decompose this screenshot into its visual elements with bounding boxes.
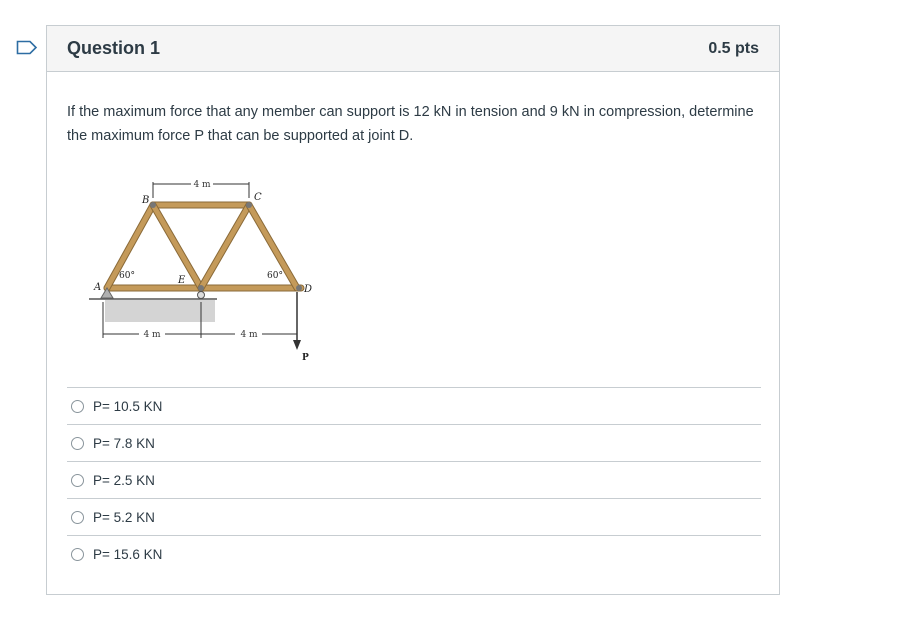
- joint-b: [150, 202, 156, 208]
- node-d-label: D: [304, 284, 313, 295]
- bookmark-flag-icon[interactable]: [16, 40, 38, 55]
- joint-e: [198, 285, 204, 291]
- node-e-label: E: [178, 275, 186, 286]
- angle-left-label: 60°: [119, 271, 135, 281]
- node-b-label: B: [142, 195, 150, 206]
- question-text: If the maximum force that any member can support is 12 kN in tension and 9 kN in compression, determine the maximum force P that can be supported at joint D.: [67, 104, 754, 144]
- member-ec: [201, 205, 249, 288]
- truss-diagram: [67, 170, 327, 370]
- answer-option[interactable]: [67, 498, 761, 535]
- answer-option[interactable]: [67, 387, 761, 424]
- roller-support-e: [198, 292, 205, 299]
- bottom-dim-right-label: 4 m: [240, 330, 258, 340]
- answer-label: P= 10.5 KN: [93, 398, 163, 414]
- question-body: [47, 72, 779, 370]
- node-c-label: C: [254, 192, 262, 203]
- question-title: Question 1: [67, 38, 161, 58]
- answer-label: P= 15.6 KN: [93, 546, 163, 562]
- joint-d: [296, 285, 302, 291]
- radio-button[interactable]: [71, 548, 84, 561]
- joint-c: [246, 202, 252, 208]
- answer-option[interactable]: [67, 535, 761, 572]
- load-arrow-head: [293, 340, 301, 350]
- node-a-label: A: [94, 282, 102, 293]
- radio-button[interactable]: [71, 437, 84, 450]
- answer-label: P= 2.5 KN: [93, 472, 155, 488]
- answer-list: [67, 387, 761, 572]
- answer-option[interactable]: [67, 461, 761, 498]
- answer-option[interactable]: [67, 424, 761, 461]
- radio-button[interactable]: [71, 511, 84, 524]
- top-dim-label: 4 m: [193, 180, 211, 190]
- radio-button[interactable]: [71, 400, 84, 413]
- angle-right-label: 60°: [267, 271, 283, 281]
- question-points: 0.5 pts: [708, 39, 759, 57]
- radio-button[interactable]: [71, 474, 84, 487]
- member-be: [153, 205, 201, 288]
- load-label: P: [302, 353, 309, 363]
- answer-label: P= 5.2 KN: [93, 509, 155, 525]
- ground-shading: [105, 300, 215, 322]
- question-card: [46, 25, 780, 595]
- question-header: [47, 26, 779, 72]
- bottom-dim-left-label: 4 m: [143, 330, 161, 340]
- answer-label: P= 7.8 KN: [93, 435, 155, 451]
- truss-figure: [67, 170, 327, 370]
